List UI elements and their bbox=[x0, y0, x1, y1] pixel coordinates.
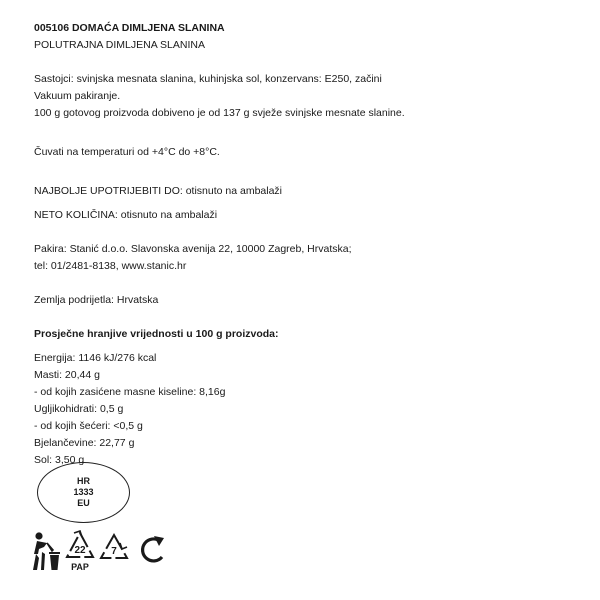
packer-line-1: Pakira: Stanić d.o.o. Slavonska avenija 22, 10000 Zagreb, Hrvatska; bbox=[34, 243, 352, 255]
storage-line: Čuvati na temperaturi od +4°C do +8°C. bbox=[34, 146, 220, 158]
nutrition-row-salt: Sol: 3,50 g bbox=[34, 454, 85, 466]
net-quantity-line: NETO KOLIČINA: otisnuto na ambalaži bbox=[34, 209, 218, 221]
tidyman-icon bbox=[30, 530, 62, 572]
best-before-line: NAJBOLJE UPOTRIJEBITI DO: otisnuto na ambalaži bbox=[34, 185, 283, 197]
nutrition-row-fat: Masti: 20,44 g bbox=[34, 369, 100, 381]
nutrition-row-carbohydrates: Ugljikohidrati: 0,5 g bbox=[34, 403, 124, 415]
yield-line: 100 g gotovog proizvoda dobiveno je od 137 g svježe svinjske mesnate slanine. bbox=[34, 107, 405, 119]
product-label bbox=[34, 20, 574, 469]
nutrition-row-protein: Bjelančevine: 22,77 g bbox=[34, 437, 135, 449]
health-identification-mark bbox=[37, 462, 130, 523]
pap-number: 22 bbox=[74, 545, 86, 556]
nutrition-row-sugars: - od kojih šećeri: <0,5 g bbox=[34, 420, 143, 432]
origin-line: Zemlja podrijetla: Hrvatska bbox=[34, 294, 159, 306]
nutrition-title: Prosječne hranjive vrijednosti u 100 g proizvoda: bbox=[34, 328, 279, 340]
packer-line-2: tel: 01/2481-8138, www.stanic.hr bbox=[34, 260, 187, 272]
plastic-number: 7 bbox=[111, 546, 117, 557]
packaging-line: Vakuum pakiranje. bbox=[34, 90, 121, 102]
health-mark-region: EU bbox=[77, 498, 90, 508]
health-mark-number: 1333 bbox=[73, 487, 94, 497]
product-title: 005106 DOMAĆA DIMLJENA SLANINA bbox=[34, 22, 225, 34]
ingredients-line: Sastojci: svinjska mesnata slanina, kuhinjska sol, konzervans: E250, začini bbox=[34, 73, 382, 85]
product-subtitle: POLUTRAJNA DIMLJENA SLANINA bbox=[34, 39, 205, 51]
nutrition-row-saturates: - od kojih zasićene masne kiseline: 8,16g bbox=[34, 386, 226, 398]
pap-label: PAP bbox=[71, 562, 89, 572]
health-mark-country: HR bbox=[77, 476, 90, 486]
recycle-paper-icon bbox=[64, 530, 96, 576]
recycle-loop-icon bbox=[134, 530, 170, 572]
recycle-plastic-icon bbox=[98, 530, 130, 572]
nutrition-row-energy: Energija: 1146 kJ/276 kcal bbox=[34, 352, 157, 364]
